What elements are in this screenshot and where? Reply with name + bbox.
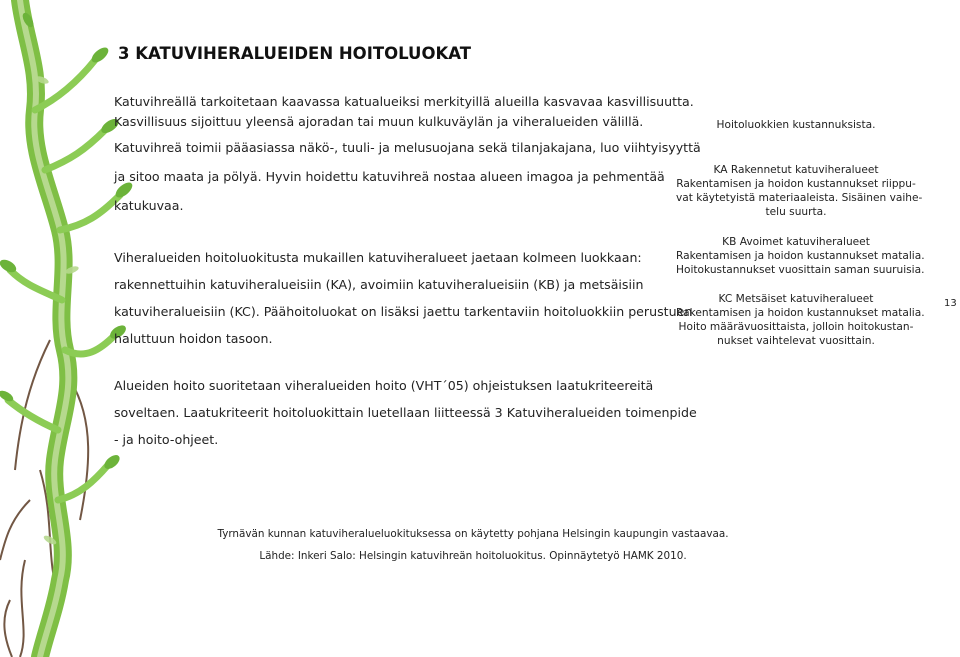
footer-note: Tyrnävän kunnan katuviheralueluokituksessa on käytetty pohjana Helsingin kaupungin vastaavaa.: [217, 528, 729, 540]
text-line: soveltaen. Laatukriteerit hoitoluokittain luetellaan liitteessä 3 Katuviheralueiden toimenpide: [114, 405, 697, 420]
sidebar-kb-title: KB Avoimet katuviheralueet: [722, 236, 870, 248]
text-line: katukuvaa.: [114, 198, 184, 213]
sidebar-heading: [676, 118, 916, 132]
text-line: Katuvihreä toimii pääasiassa näkö-, tuuli- ja melusuojana sekä tilanjakajana, luo viihtyisyyttä: [114, 140, 701, 155]
sidebar-kc-title: KC Metsäiset katuviheralueet: [718, 293, 874, 305]
sidebar-kb-block: [676, 235, 925, 277]
sidebar-kc-block: [676, 292, 925, 348]
intro-paragraph: [114, 92, 701, 219]
sidebar-kc-text: Rakentamisen ja hoidon kustannukset matalia.: [676, 307, 925, 319]
sidebar-heading-text: Hoitoluokkien kustannuksista.: [716, 119, 876, 131]
sidebar-ka-text: Rakentamisen ja hoidon kustannukset riippu-: [676, 178, 916, 190]
sidebar-ka-text: telu suurta.: [765, 206, 827, 218]
sidebar-kc-text: Hoito määrävuosittaista, jolloin hoitokustan-: [678, 321, 914, 333]
text-line: - ja hoito-ohjeet.: [114, 432, 219, 447]
text-line: haluttuun hoidon tasoon.: [114, 331, 273, 346]
sidebar-ka-title: KA Rakennetut katuviheralueet: [713, 164, 879, 176]
sidebar-ka-text: vat käytetyistä materiaaleista. Sisäinen vaihe-: [676, 192, 923, 204]
text-line: katuviheralueisiin (KC). Päähoitoluokat on lisäksi jaettu tarkentaviin hoitoluokkiin perustuen: [114, 304, 693, 319]
maintenance-paragraph: [114, 372, 697, 453]
text-line: Alueiden hoito suoritetaan viheralueiden hoito (VHT´05) ohjeistuksen laatukriteereitä: [114, 378, 654, 393]
sidebar-kb-text: Hoitokustannukset vuosittain saman suuruisia.: [676, 264, 925, 276]
text-line: Kasvillisuus sijoittuu yleensä ajoradan tai muun kulkuväylän ja viheralueiden välillä.: [114, 114, 644, 129]
text-line: rakennettuihin katuviheralueisiin (KA), avoimiin katuviheralueisiin (KB) ja metsäisiin: [114, 277, 644, 292]
sidebar-ka-block: [676, 163, 923, 219]
text-line: Viheralueiden hoitoluokitusta mukaillen katuviheralueet jaetaan kolmeen luokkaan:: [114, 250, 642, 265]
text-line: Katuvihreällä tarkoitetaan kaavassa katualueiksi merkityillä alueilla kasvavaa kasvillisuutta.: [114, 94, 694, 109]
footer-source: Lähde: Inkeri Salo: Helsingin katuvihreän hoitoluokitus. Opinnäytetyö HAMK 2010.: [259, 550, 687, 562]
page-title: 3 KATUVIHERALUEIDEN HOITOLUOKAT: [118, 44, 472, 63]
classification-paragraph: [114, 244, 693, 352]
sidebar-kc-text: nukset vaihtelevat vuosittain.: [717, 335, 875, 347]
page-number: 13: [944, 298, 957, 309]
sidebar-kb-text: Rakentamisen ja hoidon kustannukset matalia.: [676, 250, 925, 262]
text-line: ja sitoo maata ja pölyä. Hyvin hoidettu katuvihreä nostaa alueen imagoa ja pehmentää: [114, 169, 665, 184]
